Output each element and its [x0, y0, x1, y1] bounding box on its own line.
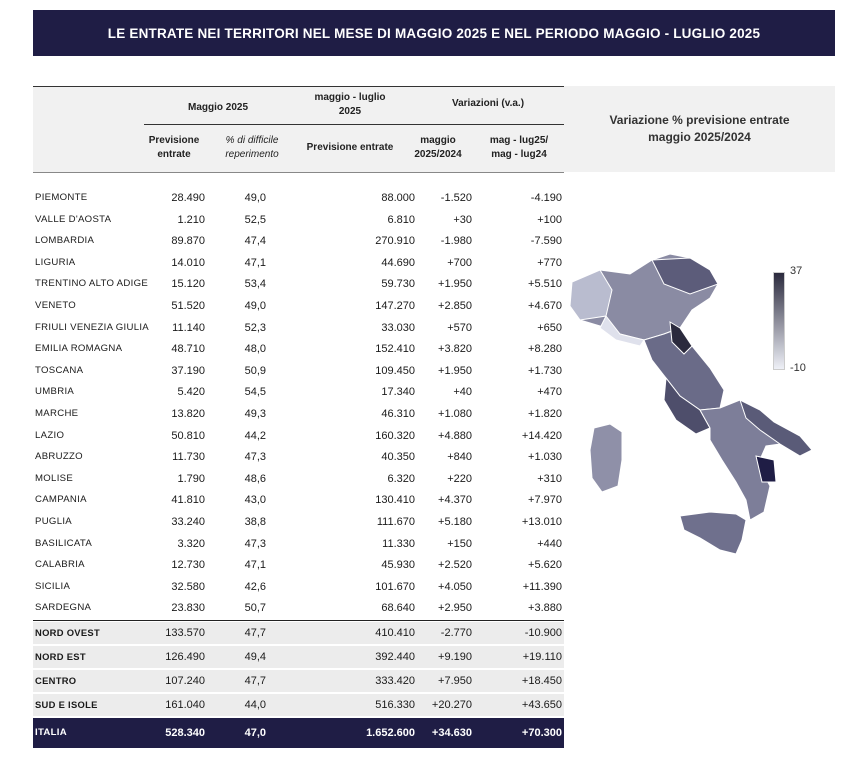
- row-value: 52,3: [244, 321, 266, 334]
- map-title: Variazione % previsione entrate maggio 2025/2024: [564, 86, 835, 172]
- row-value: +570: [447, 321, 472, 334]
- row-value: 6.320: [387, 472, 415, 485]
- row-value: +650: [537, 321, 562, 334]
- row-label: VALLE D'AOSTA: [35, 213, 112, 225]
- row-value: 89.870: [171, 235, 205, 248]
- row-value: 50.810: [171, 429, 205, 442]
- row-value: +5.620: [528, 559, 562, 572]
- table-row: [33, 427, 564, 448]
- table-row: [33, 491, 564, 512]
- table-separator: [33, 620, 564, 621]
- row-label: SICILIA: [35, 580, 71, 592]
- table-row: [33, 319, 564, 340]
- group-row: [33, 670, 564, 692]
- row-value: 37.190: [171, 364, 205, 377]
- header-col-previsione: Previsione entrate: [148, 135, 200, 160]
- row-value: +4.050: [438, 580, 472, 593]
- row-value: +11.390: [522, 580, 562, 593]
- row-label: CAMPANIA: [35, 494, 87, 506]
- table-row: [33, 513, 564, 534]
- row-label: FRIULI VENEZIA GIULIA: [35, 321, 149, 333]
- row-value: 33.240: [171, 516, 205, 528]
- row-value: +310: [537, 472, 562, 485]
- row-value: 51.520: [171, 300, 205, 312]
- legend-min: -10: [790, 362, 806, 374]
- row-value: 44.690: [381, 256, 415, 269]
- row-value: +34.630: [431, 727, 472, 739]
- row-value: +440: [537, 537, 562, 550]
- row-value: 1.652.600: [366, 727, 415, 739]
- row-label: TRENTINO ALTO ADIGE: [35, 278, 149, 290]
- row-label: EMILIA ROMAGNA: [35, 343, 123, 355]
- row-label: PUGLIA: [35, 516, 72, 527]
- row-value: +770: [537, 256, 562, 269]
- header-variazioni: Variazioni (v.a.): [451, 98, 525, 109]
- row-value: 47,1: [244, 256, 266, 269]
- row-label: CENTRO: [35, 675, 77, 686]
- row-value: 410.410: [375, 627, 415, 639]
- table-row: [33, 383, 564, 404]
- row-value: 42,6: [244, 580, 266, 593]
- row-label: MARCHE: [35, 408, 79, 419]
- row-label: SUD E ISOLE: [35, 699, 98, 710]
- row-label: NORD OVEST: [35, 627, 100, 638]
- row-value: -4.190: [530, 192, 562, 204]
- row-value: +40: [453, 386, 472, 399]
- row-value: +2.850: [438, 300, 472, 312]
- row-value: 33.030: [381, 321, 415, 334]
- row-label: ABRUZZO: [35, 451, 83, 463]
- row-value: +14.420: [521, 429, 562, 442]
- row-value: 14.010: [171, 256, 205, 269]
- row-value: +220: [447, 472, 472, 485]
- row-label: PIEMONTE: [35, 192, 88, 203]
- row-value: 109.450: [375, 364, 415, 377]
- row-value: 47,7: [244, 675, 266, 687]
- group-row: [33, 694, 564, 716]
- row-value: +5.180: [438, 516, 472, 528]
- row-value: 49,3: [244, 408, 266, 420]
- row-value: +840: [447, 451, 472, 464]
- row-value: +4.370: [438, 494, 472, 507]
- row-value: 28.490: [171, 192, 205, 204]
- table-row: [33, 211, 564, 232]
- table-row: [33, 275, 564, 296]
- row-value: 88.000: [381, 192, 415, 204]
- row-value: +30: [453, 213, 472, 226]
- row-value: +18.450: [521, 675, 562, 687]
- row-value: 50,7: [244, 602, 266, 615]
- row-label: CALABRIA: [35, 559, 85, 571]
- table-row: [33, 340, 564, 361]
- row-value: -10.900: [524, 627, 562, 639]
- row-value: +43.650: [521, 699, 562, 711]
- row-value: 1.210: [177, 213, 205, 226]
- row-value: +1.950: [438, 278, 472, 291]
- row-value: 11.140: [172, 321, 205, 334]
- row-label: LOMBARDIA: [35, 235, 95, 247]
- row-label: SARDEGNA: [35, 602, 92, 614]
- row-value: +1.030: [528, 451, 562, 464]
- row-value: 49,4: [244, 651, 266, 663]
- row-value: -2.770: [440, 627, 472, 639]
- row-value: 101.670: [375, 580, 415, 593]
- row-value: 47,4: [244, 235, 266, 248]
- row-value: +1.950: [438, 364, 472, 377]
- row-value: 6.810: [387, 213, 415, 226]
- row-value: +100: [537, 213, 562, 226]
- row-value: 13.820: [171, 408, 205, 420]
- row-value: 48,0: [244, 343, 266, 356]
- row-label: LAZIO: [35, 429, 65, 441]
- row-value: +5.510: [528, 278, 562, 291]
- row-value: +470: [537, 386, 562, 399]
- row-value: 130.410: [375, 494, 415, 507]
- row-value: 68.640: [381, 602, 415, 615]
- row-value: 15.120: [171, 278, 205, 291]
- row-value: 11.330: [382, 537, 415, 550]
- row-value: 152.410: [375, 343, 415, 356]
- row-value: 46.310: [381, 408, 415, 420]
- row-value: +150: [447, 537, 472, 550]
- map-sicilia: [680, 512, 746, 554]
- row-value: 1.790: [177, 472, 205, 485]
- table-row: [33, 405, 564, 426]
- row-value: 160.320: [375, 429, 415, 442]
- row-value: +2.950: [438, 602, 472, 615]
- row-value: -1.520: [440, 192, 472, 204]
- row-value: 47,0: [244, 727, 266, 739]
- row-value: 50,9: [244, 364, 266, 377]
- table-row: [33, 254, 564, 275]
- header-maggio-2025: Maggio 2025: [187, 102, 249, 113]
- row-value: 111.670: [376, 516, 415, 528]
- row-value: 49,0: [244, 300, 266, 312]
- row-value: +3.880: [528, 602, 562, 615]
- header-col-previsione-periodo: Previsione entrate: [306, 142, 394, 153]
- row-value: +4.880: [438, 429, 472, 442]
- row-value: +3.820: [438, 343, 472, 356]
- table-row: [33, 535, 564, 556]
- row-label: MOLISE: [35, 472, 74, 484]
- row-value: 47,3: [244, 451, 266, 464]
- header-col-difficile: % di difficile reperimento: [225, 135, 279, 160]
- row-value: 59.730: [381, 278, 415, 291]
- row-value: -1.980: [440, 235, 472, 248]
- row-value: 44,0: [244, 699, 266, 711]
- row-value: 3.320: [177, 537, 205, 550]
- map-sardegna: [590, 424, 622, 492]
- header-col-var-maggio: maggio 2025/2024: [414, 135, 462, 160]
- row-value: 516.330: [375, 699, 415, 711]
- row-value: 5.420: [177, 386, 205, 399]
- row-value: 44,2: [244, 429, 266, 442]
- table-row: [33, 297, 564, 318]
- row-value: 392.440: [375, 651, 415, 663]
- row-value: 126.490: [165, 651, 205, 663]
- row-value: 11.730: [172, 451, 205, 464]
- row-value: +7.950: [438, 675, 472, 687]
- table-row: [33, 362, 564, 383]
- row-value: 23.830: [171, 602, 205, 615]
- table-row: [33, 599, 564, 620]
- row-value: +2.520: [438, 559, 472, 572]
- row-value: 53,4: [244, 278, 266, 291]
- row-value: 48,6: [244, 472, 266, 485]
- legend-max: 37: [790, 265, 803, 277]
- row-value: +1.730: [528, 364, 562, 377]
- row-value: +19.110: [522, 651, 562, 663]
- row-value: +9.190: [438, 651, 472, 663]
- row-value: 54,5: [244, 386, 266, 399]
- row-value: 32.580: [171, 580, 205, 593]
- row-label: VENETO: [35, 300, 77, 311]
- table-row: [33, 556, 564, 577]
- row-value: 38,8: [244, 516, 266, 528]
- row-value: -7.590: [530, 235, 562, 248]
- table-header: [33, 86, 564, 173]
- row-value: 41.810: [171, 494, 205, 507]
- row-label: UMBRIA: [35, 386, 75, 398]
- group-row: [33, 622, 564, 644]
- row-label: TOSCANA: [35, 364, 84, 376]
- row-value: 48.710: [171, 343, 205, 356]
- row-value: 49,0: [244, 192, 266, 204]
- row-value: 52,5: [244, 213, 266, 226]
- row-value: 45.930: [381, 559, 415, 572]
- row-value: 333.420: [375, 675, 415, 687]
- table-row: [33, 189, 564, 210]
- row-value: 147.270: [375, 300, 415, 312]
- report-title: LE ENTRATE NEI TERRITORI NEL MESE DI MAGGIO 2025 E NEL PERIODO MAGGIO - LUGLIO 2025: [33, 10, 835, 56]
- row-value: 47,1: [244, 559, 266, 572]
- table-row: [33, 578, 564, 599]
- row-value: +70.300: [521, 727, 562, 739]
- row-value: 107.240: [165, 675, 205, 687]
- row-value: +7.970: [528, 494, 562, 507]
- total-row: [33, 718, 564, 748]
- row-value: +13.010: [521, 516, 562, 528]
- table-row: [33, 232, 564, 253]
- row-value: +700: [447, 256, 472, 269]
- row-value: 12.730: [171, 559, 205, 572]
- table-row: [33, 448, 564, 469]
- table-row: [33, 470, 564, 491]
- header-col-var-periodo: mag - lug25/ mag - lug24: [489, 135, 549, 160]
- row-value: 40.350: [381, 451, 415, 464]
- row-value: 133.570: [165, 627, 205, 639]
- row-value: 43,0: [244, 494, 266, 507]
- row-value: +4.670: [528, 300, 562, 312]
- row-label: NORD EST: [35, 651, 86, 662]
- row-value: 528.340: [165, 727, 205, 739]
- row-value: +1.820: [528, 408, 562, 420]
- header-periodo: maggio - luglio 2025: [314, 92, 386, 117]
- row-value: 161.040: [165, 699, 205, 711]
- row-value: 47,3: [244, 537, 266, 550]
- row-value: 47,7: [244, 627, 266, 639]
- legend-color-scale: [773, 272, 785, 370]
- row-value: +1.080: [438, 408, 472, 420]
- row-label: ITALIA: [35, 727, 67, 738]
- row-value: 17.340: [381, 386, 415, 399]
- row-value: +8.280: [528, 343, 562, 356]
- row-value: +20.270: [431, 699, 472, 711]
- group-row: [33, 646, 564, 668]
- row-label: BASILICATA: [35, 537, 93, 549]
- row-value: 270.910: [375, 235, 415, 248]
- row-label: LIGURIA: [35, 256, 76, 268]
